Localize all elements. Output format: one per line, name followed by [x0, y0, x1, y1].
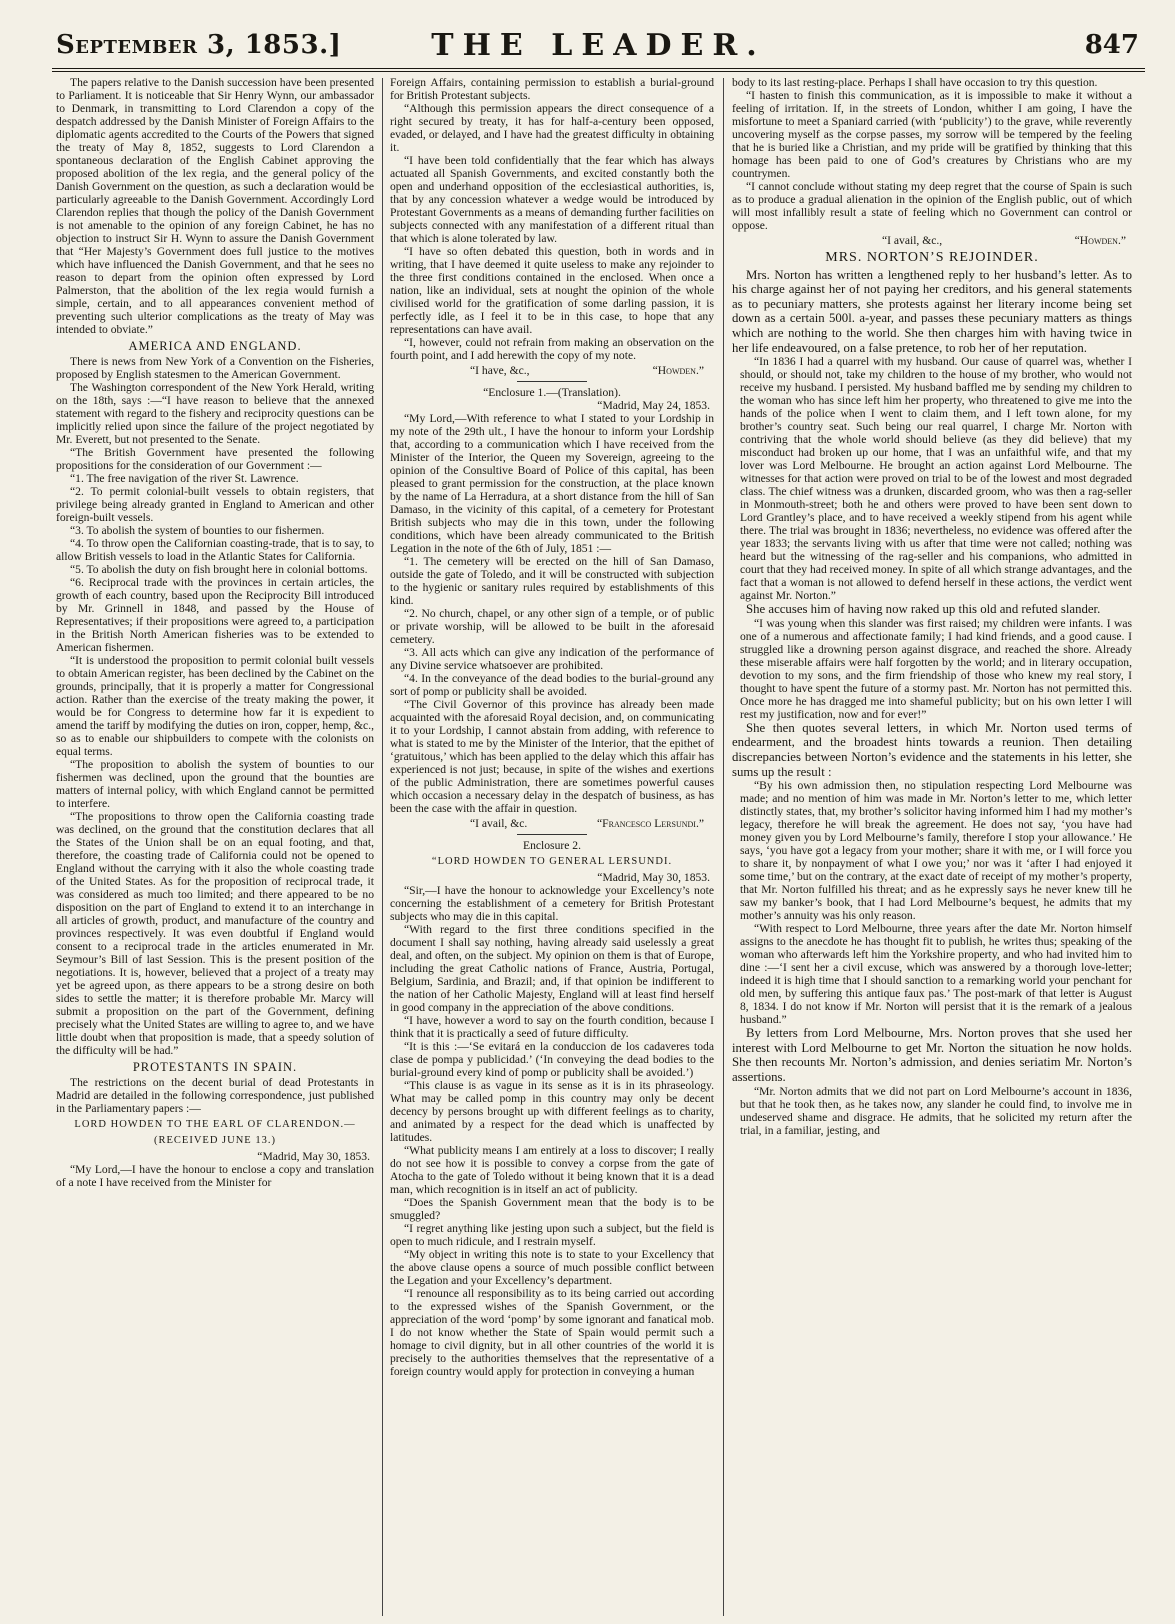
article-paragraph: There is news from New York of a Convention on the Fisheries, proposed by English statesmen to the American Government.: [56, 355, 374, 381]
column-rule: [723, 78, 724, 1616]
protestants-spain-heading: PROTESTANTS IN SPAIN.: [132, 1060, 298, 1074]
enclosure-dateline: “Madrid, May 30, 1853.: [597, 871, 710, 884]
article-paragraph: body to its last resting-place. Perhaps I shall have occasion to try this question.: [732, 76, 1098, 89]
article-paragraph: “I have so often debated this question, both in words and in writing, that I have deemed it quite useless to make any rejoinder to the three first conditions contained in the enclosed. When once a nation, like an individual, sets at nought the opinion of the whole civilised world for the gratification of some darling passion, it is perfectly idle, as I feel it to be in this case, to hope that any representations can have avail.: [390, 245, 714, 336]
article-paragraph: “3. To abolish the system of bounties to our fishermen.: [70, 524, 325, 537]
article-paragraph: “This clause is as vague in its sense as it is in its phraseology. What may be called pomp in this country may only be decent decency by persons brought up with different feelings as to charity, and animated by a respect for the dead which is unaffected by latitudes.: [390, 1079, 714, 1144]
article-paragraph: “The proposition to abolish the system of bounties to our fishermen was declined, upon the ground that the bounties are matters of internal policy, with which England cannot be permitted to interfere.: [56, 758, 374, 810]
column-1: [56, 76, 374, 1616]
article-paragraph: “6. Reciprocal trade with the provinces in certain articles, the growth of each country, based upon the Reciprocity Bill introduced by Mr. Grinnell in 1848, and passed by the House of Representatives; if their propositions were agreed to, a participation in the British North American fisheries was to be extended to American fishermen.: [56, 576, 374, 654]
quoted-paragraph: “I was young when this slander was first raised; my children were infants. I was one of a numerous and affectionate family; I had kind friends, and a good cause. I struggled like a drowning person against disgrace, and reached the shore. Already these miserable affairs were half forgotten by the world; and in literary occupation, devotion to my sons, and the firm friendship of those who knew my real story, I thought to have spent the future of a stormy past. Mr. Norton has not permitted this. Once more he has dragged me into shameful publicity; but on his own letter I will rest my justification, now and for ever!”: [740, 616, 1132, 721]
article-paragraph: “3. All acts which can give any indication of the performance of any Divine service whatsoever are prohibited.: [390, 646, 714, 672]
article-paragraph: The Washington correspondent of the New York Herald, writing on the 18th, says :—“I have reason to believe that the annexed statement with regard to the fishery and reciprocity questions can be implicitly relied upon since the failure of the project negotiated by Mr. Everett, but not presented to the Senate.: [56, 381, 374, 446]
signature-name: “Howden.”: [652, 364, 704, 377]
article-paragraph: “My Lord,—With reference to what I stated to your Lordship in my note of the 29th ult., I have the honour to inform your Lordship that, according to a communication which I have received from the Minister of the Interior, the Queen my Sovereign, agreeing to the opinion of the Consultive Board of Police of this capital, has been pleased to grant permission for the construction, at the place known by the name of La Herradura, at a short distance from the hill of San Damaso, in the vicinity of this capital, of a cemetery for Protestant British subjects who may die in this town, under the following conditions, which have been already communicated to the British Legation in the note of the 6th of July, 1851 :—: [390, 412, 714, 555]
quoted-paragraph: “By his own admission then, no stipulation respecting Lord Melbourne was made; and no mention of him was made in Mr. Norton’s letter to me, which letter distinctly states, that, my brother’s solicitor having informed him I had my mother’s legacy, therefore he will break the agreement. He does not say, ‘you have had money given you by Lord Melbourne’s family, therefore I stop your allowance.’ He says, ‘you have got a legacy from your mother; share it with me, or I will force you to share it, by nonpayment of what I owe you;’ nor was it ‘after I had enjoyed it some time,’ but on the contrary, at the exact date of receipt of my mother’s property, that Mr. Norton fulfilled his threat; and as he expressly says he never knew till he saw my banker’s book, that I had Lord Melbourne’s bequest, he admits that my mother’s annuity was his only reason.: [740, 779, 1132, 923]
page-number: 847: [1084, 30, 1139, 60]
protestants-intro: The restrictions on the decent burial of dead Protestants in Madrid are detailed in the following correspondence, just published in the Parliamentary papers :—: [56, 1076, 374, 1115]
letter-heading: “LORD HOWDEN TO GENERAL LERSUNDI.: [431, 856, 673, 867]
issue-date: September 3, 1853.]: [56, 30, 342, 60]
article-paragraph: “1. The cemetery will be erected on the hill of San Damaso, outside the gate of Toledo, and it will be constructed with subjection to the hygienic or sanitary rules required by establishments of this kind.: [390, 555, 714, 607]
article-paragraph: She accuses him of having now raked up this old and refuted slander.: [746, 602, 1101, 617]
america-england-article: [56, 355, 374, 1057]
column-3: [732, 76, 1132, 1616]
article-paragraph: “2. To permit colonial-built vessels to obtain registers, that privilege being already granted in England to American and other foreign-built vessels.: [56, 485, 374, 524]
signature-name: “Francesco Lersundi.”: [597, 817, 704, 830]
article-paragraph: “2. No church, chapel, or any other sign of a temple, or of public or private worship, will be allowed to be built in the aforesaid cemetery.: [390, 607, 714, 646]
article-paragraph: “It is understood the proposition to permit colonial built vessels to obtain American register, has been declined by the Cabinet on the grounds, principally, that it is properly a matter for Congressional action. Rather than the exercise of the treaty making the power, it would be for Congress to determine how far it is expedient to amend the tariff by modifying the duties on iron, copper, hemp, &c., so as to enable our shipbuilders to compete with the colonists on equal terms.: [56, 654, 374, 758]
signature-closing: “I avail, &c.,: [882, 234, 943, 247]
article-paragraph: “5. To abolish the duty on fish brought here in colonial bottoms.: [70, 563, 368, 576]
signature-name: “Howden.”: [1074, 234, 1126, 247]
masthead: [52, 22, 1145, 72]
article-paragraph: “What publicity means I am entirely at a loss to discover; I really do not see how it is possible to convey a corpse from the gate of Atocha to the gate of Toledo without it being known that it is a dead man, which recognition is in itself an act of publicity.: [390, 1144, 714, 1196]
divider: [517, 834, 587, 835]
article-paragraph: By letters from Lord Melbourne, Mrs. Norton proves that she used her interest with Lord Melbourne to get Mr. Norton the situation he now holds. She then recounts Mr. Norton’s admission, and denies seriatim Mr. Norton’s assertions.: [732, 1026, 1132, 1084]
article-paragraph: Foreign Affairs, containing permission to establish a burial-ground for British Protestant subjects.: [390, 76, 714, 102]
signature-line: [390, 817, 714, 830]
signature-closing: “I avail, &c.: [470, 817, 528, 830]
article-paragraph: “I, however, could not refrain from making an observation on the fourth point, and I add herewith the copy of my note.: [390, 336, 714, 362]
column-2: [390, 76, 714, 1616]
signature-line: [732, 234, 1132, 247]
divider: [517, 381, 587, 382]
article-paragraph: “The propositions to throw open the California coasting trade was declined, on the ground that the constitution declares that all the States of the Union shall be on an equal footing, and that, therefore, the coasting trade of California could not be opened to England without the carrying with it also the whole coasting trade of the United States. As for the proposition of reciprocal trade, it was considered as much too limited; and there appeared to be no disposition on the part of England to extend it to an interchange in all articles of growth, product, and manufacture of the country and provinces respectively. It was even doubtful if England would consent to a reciprocal trade in the articles enumerated in Mr. Seymour’s Bill of last Session. This is the present position of the negotiations. It is, however, believed that a project of a treaty may yet be agreed upon, as there appears to be a strong desire on both sides to settle the matter; it is therefore probable Mr. Marcy will submit a proposition on the part of the Government, defining precisely what the United States are willing to agree to, and we have little doubt when that proposition is made, that a speedy solution of the difficulty will be had.”: [56, 810, 374, 1057]
article-paragraph: “It is this :—‘Se evitará en la conduccion de los cadaveres toda clase de pompa y publicidad.’ (‘In conveying the dead bodies to the burial-ground every kind of pomp or publicity shall be avoided.’): [390, 1040, 714, 1079]
article-paragraph: “I hasten to finish this communication, as it is impossible to make it without a feeling of irritation. If, in the streets of London, whither I am going, I have the misfortune to meet a Spaniard carried (with ‘publicity’) to the grave, while reverently uncovering myself as the corpse passes, my sorrow will be tempered by the feeling that he is buried like a Christian, and my pride will be gratified by thinking that this homage has been paid to one of God’s creatures by Christians who are my countrymen.: [732, 89, 1132, 180]
article-paragraph: “My object in writing this note is to state to your Excellency that the above clause opens a source of much possible conflict between the Legation and your Excellency’s department.: [390, 1248, 714, 1287]
howden-letter-end: [732, 76, 1132, 247]
enclosure-heading: “Enclosure 1.—(Translation).: [483, 386, 621, 399]
article-paragraph: Mrs. Norton has written a lengthened reply to her husband’s letter. As to his charge against her of not paying her creditors, and his general statements as to pecuniary matters, she protests against her literary income being set down as a certain 500l. a-year, and passes these pecuniary matters as things which are nothing to the world. She then charges him with having twice in her life endeavoured, on a false pretence, to rob her of her reputation.: [732, 267, 1132, 355]
america-england-heading: AMERICA AND ENGLAND.: [128, 339, 302, 353]
letter-received: (RECEIVED JUNE 13.): [154, 1135, 276, 1146]
article-paragraph: “Although this permission appears the direct consequence of a right secured by treaty, it has for half-a-century been opposed, evaded, or delayed, and I have had the greatest difficulty in obtaining it.: [390, 102, 714, 154]
enclosure-heading: Enclosure 2.: [523, 839, 581, 852]
article-paragraph: “The British Government have presented the following propositions for the consideration of our Government :—: [56, 446, 374, 472]
article-paragraph: “4. In the conveyance of the dead bodies to the burial-ground any sort of pomp or publicity shall be avoided.: [390, 672, 714, 698]
article-paragraph: “I cannot conclude without stating my deep regret that the course of Spain is such as to produce a gradual alienation in the opinion of the English public, out of which will most infallibly result a state of feeling which no Government can control or oppose.: [732, 180, 1132, 232]
article-paragraph: “I renounce all responsibility as to its being carried out according to the expressed wishes of the Spanish Government, or the appreciation of the word ‘pomp’ by some ignorant and fanatical mob. I do not know whether the State of Spain would permit such a homage to civil dignity, but in all other countries of the world it is precisely to the authorities themselves that the representative of a foreign country would apply for protection in conveying a human: [390, 1287, 714, 1378]
newspaper-title: THE LEADER.: [431, 28, 766, 63]
quoted-paragraph: “With respect to Lord Melbourne, three years after the date Mr. Norton himself assigns to the anecdote he has thought fit to publish, he writes thus; speaking of the woman who afterwards left him the Yorkshire property, and who had invited him to dine :—‘I sent her a civil excuse, which was answered by a thorough love-letter; indeed it is high time that I should sanction to a remarking world your penchant for old men, by suffering this antique faux pas.’ The post-mark of that letter is August 8, 1834. I do not know if Mr. Norton will persist that it is the remark of a jealous husband.”: [740, 922, 1132, 1027]
letter-opening: “My Lord,—I have the honour to enclose a copy and translation of a note I have received from the Minister for: [56, 1163, 374, 1189]
article-paragraph: She then quotes several letters, in which Mr. Norton used terms of endearment, and the broadest hints towards a reunion. Then detailing discrepancies between Norton’s evidence and the statements in his letter, she sums up the result :: [732, 720, 1132, 779]
quoted-paragraph: “In 1836 I had a quarrel with my husband. Our cause of quarrel was, whether I should, or should not, take my children to the house of my brother, who would not receive my husband. I persisted. My husband baffled me by sending my children to the woman who has since left him her property, who threatened to give me into the hands of the police when I went to claim them, and I left town alone, for my brother’s country seat. Such being our real quarrel, I charge Mr. Norton with contriving that the whole world should believe (as they did believe) that my misconduct had broken up our home, that I was an unfaithful wife, and that my lover was Lord Melbourne. He brought an action against Lord Melbourne. The witnesses for that action were proved on trial to be of the lowest and most degraded class. The chief witness was a drunken, discarded groom, who was then a rag-seller in Monmouth-street; both he and others were proved to have been sent down to Lord Grantley’s place, and to have received a weekly stipend from his agent while there. The trial was brought in 1836; nevertheless, no evidence was offered after the year 1833; the servants living with us after that time were not called; nothing was heard but the witnessing of the rag-seller and his companions, who admitted in court that they had received money. In spite of all which strange advantages, and the fact that a woman is not allowed to defend herself in these actions, the verdict went against Mr. Norton.”: [740, 355, 1132, 603]
article-paragraph: “With regard to the first three conditions specified in the document I shall say nothing, having already said uselessly a great deal, and often, on the subject. My opinion on them is that of Europe, including the great Catholic nations of France, Austria, Portugal, Belgium, Sardinia, and Brazil; and, if that opinion be indifferent to the nation of her Catholic Majesty, England will at least find herself in good company in the appreciation of the above conditions.: [390, 923, 714, 1014]
signature-closing: “I have, &c.,: [470, 364, 530, 377]
letter-heading: LORD HOWDEN TO THE EARL OF CLARENDON.—: [74, 1119, 356, 1130]
column-rule: [382, 78, 383, 1616]
quoted-paragraph: “Mr. Norton admits that we did not part on Lord Melbourne’s account in 1836, but that he took then, as he takes now, any slander he could find, to involve me in undeserved shame and disgrace. He admits, that he solicited my return after the trial, in a familiar, jesting, and: [740, 1084, 1132, 1137]
article-paragraph: “4. To throw open the Californian coasting-trade, that is to say, to allow British vessels to load in the Atlantic States for California.: [56, 537, 374, 563]
danish-succession-paragraph: The papers relative to the Danish succession have been presented to Parliament. It is noticeable that Sir Henry Wynn, our ambassador to Denmark, in transmitting to Lord Clarendon a copy of the despatch addressed by the Danish Minister of Foreign Affairs to the diplomatic agents accredited to the Courts of the Powers that signed the treaty of May 8, 1852, suggests to Lord Clarendon a spontaneous declaration of the English Cabinet approving the proposed abolition of the lex regia, and the general policy of the Danish Government on the question, as such a declaration would be particularly agreeable to the Danish Government. Accordingly Lord Clarendon replies that though the policy of the Danish Government is not amenable to the opinion of any foreign Cabinet, he has no objection to instruct Sir H. Wynn to assure the Danish Government that “Her Majesty’s Government does full justice to the motives which have influenced the Danish Government, and that he sees no reason to depart from the opinion often expressed by Lord Palmerston, that the abolition of the lex regia would furnish a simple, certain, and to all appearances convenient method of preventing such ulterior complications as the treaty of May was intended to obviate.”: [56, 76, 374, 336]
article-paragraph: “1. The free navigation of the river St. Lawrence.: [70, 472, 299, 485]
article-paragraph: “I have, however a word to say on the fourth condition, because I think that it is practically a seed of future difficulty.: [390, 1014, 714, 1040]
letter-dateline: “Madrid, May 30, 1853.: [257, 1150, 370, 1163]
signature-line: [390, 364, 714, 377]
article-paragraph: “The Civil Governor of this province has already been made acquainted with the aforesaid Royal decision, and, on communicating it to your Lordship, I cannot abstain from adding, with reference to what is stated to me by the Minister of the Interior, that the epithet of ‘gratuitous,’ which has been applied to the delay which this affair has experienced is not just; because, in spite of the wishes and exertions of the public Administration, there are sometimes powerful causes which occasion a necessary delay in the despatch of business, as has been the case with the affair in question.: [390, 698, 714, 815]
article-paragraph: “Does the Spanish Government mean that the body is to be smuggled?: [390, 1196, 714, 1222]
article-paragraph: “Sir,—I have the honour to acknowledge your Excellency’s note concerning the establishment of a cemetery for British Protestant subjects who may die in this capital.: [390, 884, 714, 923]
article-paragraph: “I regret anything like jesting upon such a subject, but the field is open to much ridicule, and I restrain myself.: [390, 1222, 714, 1248]
article-paragraph: “I have been told confidentially that the fear which has always actuated all Spanish Governments, and excited constantly both the open and underhand opposition of the ecclesiastical authorities, is, that by any concession whatever a wedge would be introduced by Protestant Governments as a means of demanding further facilities on subjects connected with any manifestation of a different ritual than that which is alone tolerated by law.: [390, 154, 714, 245]
norton-rejoinder-heading: MRS. NORTON’S REJOINDER.: [825, 250, 1039, 265]
enclosure-dateline: “Madrid, May 24, 1853.: [597, 399, 710, 412]
